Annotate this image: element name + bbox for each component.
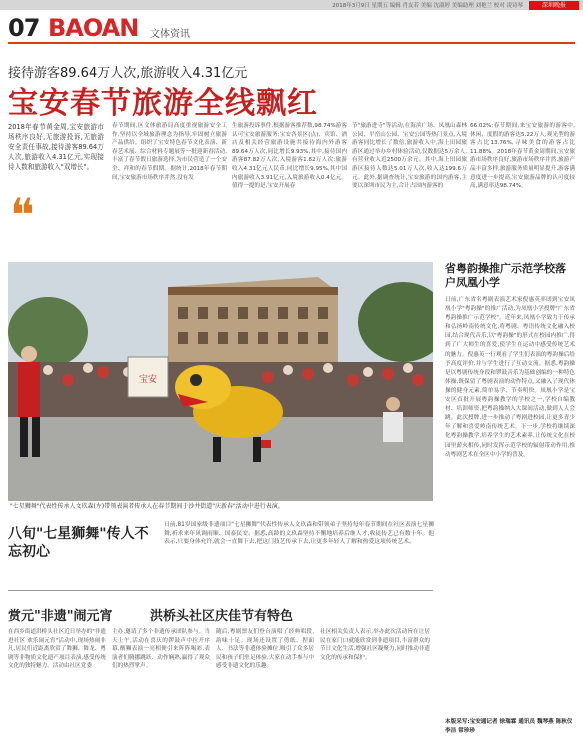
banner-text: 宝安 [138,375,158,385]
lion-dance-photo [8,262,433,502]
lead-column-4: 66.02%;春节期间,来宝安旅游的游客中,休闲、度假的游客达5.22万人,观光型的游客占比13.76%,寻味美食的游客占比11.88%。2018年春节黄金周期间,宝安旅游市场秩序良好,旅游市场秩序井然,旅游产品丰富多样,旅游服务质量明显提升,游客满意度进一步提高,宝安旅游品牌的认可度较高,满意率达98.74%。 [470,123,575,190]
story3-column-1: 在西乡街道洪桥头社区近日举办的"非遗进社区 欢乐闹元宵"活动中,现场热闹非凡,居民们近距离欣赏了舞狮、舞龙、粤剧等非物质文化遗产项目表演,感受传统文化的独特魅力。活动由社区党委 [8,629,106,670]
section-label: 文体资讯 [150,29,190,40]
lead-summary: 2018年春节黄金周,宝安旅游市场秩序良好,无旅游投诉,无旅游安全责任事故,接待游客89.64万人次,旅游收入4.31亿元,实现接待人数和旅游收入"双增长"。 [8,123,104,171]
story3-title: 赏元"非遗"闹元宵 [8,609,113,624]
issue-meta: 2018年3月9日 星期五 编辑 肖友若 美编 沈淑婷 美编助理 刘艳兰 校对 凌诗琴 [332,3,523,9]
lead-column-1: 春节期间,区文体旅游局高度重视旅游安全工作,坚持以全域旅游理念为指导,牢固树立旅游产品供给。组织了宝安特色春节文化表演、新春艺术展、综合材料专题展等一批迎新春活动,丰富了春节假日旅游选择,为市民营造了一个安全、祥和的春节假期。据统计,2018年春节期间,宝安旅游市场秩序井然,没有发 [112,123,227,181]
masthead-bar [0,0,583,10]
photo-caption: "七星狮舞"代表性传承人文玖森(左)带领表演者传承人在春节期间于沙井街道"庆新春"活动中进行表演。 [8,501,433,513]
newspaper-logo: 深圳晚报 [529,1,579,10]
story3-column-4: 社区相关负责人表示,举办此次活动旨在让居民在家门口就能欣赏到非遗项目,丰富群众的节日文化生活,增强社区凝聚力,同时推动非遗文化的传承和保护。 [320,629,430,661]
lead-headline: 宝安春节旅游全线飘红 [8,86,318,121]
story3-column-3: 随后,粤剧票友们登台演唱了经典唱段,韵味十足。现场还设置了剪纸、捏面人、书法等非遗体验摊位,吸引了众多居民和孩子们驻足体验,大家在动手参与中感受非遗文化的乐趣。 [216,629,314,670]
lead-subtitle: 接待游客89.64万人次,旅游收入4.31亿元 [8,66,248,81]
story2-title: 八旬"七星狮舞"传人不忘初心 [8,526,149,560]
sidebar-title: 省粤韵操推广示范学校落户凤凰小学 [445,262,566,289]
section-number: 07 [8,14,40,42]
section-divider [8,590,433,591]
story3-subtitle: 洪桥头社区庆佳节有特色 [150,609,294,624]
story3-column-2: 主办,邀请了多个非遗传承团队参与。当天上午,活动在喜庆的锣鼓声中拉开序幕,醒狮表演一亮相便引来阵阵喝彩,表演者们腾挪跳跃、动作娴熟,赢得了观众们的热烈掌声。 [112,629,210,670]
header-rule [8,42,575,44]
lead-column-3: 节"旅游进寺"等活动,在海滨广场、凤凰山森林公园、平峦山公园、宝安公园等热门景点,入境游客同比增长了数倍,旅游收入中,海上田园旅游区通过举办乡村体验活动,仅数据达5万余人,有营业收入近2500万余元。其中,海上田园旅游区接待人数达5.01万人次,收入达199.6万元。此外,据调查统计,宝安旅游的国内游客,主要以深圳市民为主,合计占国内游客的 [352,123,467,190]
sidebar-body: 日前,广东省名粤剧表演艺术家倪惠英率团到宝安凤凰小学"粤韵操"的推广活动,为凤凰小学授牌"广东省粤韵操推广示范学校"。近年来,凤凰小学致力于传承和弘扬岭南传统文化,将粤剧、粤语传统文化融入校园,结合现代音乐,以"粤韵操"的形式在校园内推广,得到了广大师生的喜爱,使学生在运动中感受传统艺术的魅力。倪惠英一行观看了学生们表演的粤韵操后给予高度评价,并与学生进行了互动交流。据悉,粤韵操是以粤剧传统身段和锣鼓音乐为基础创编的一种特色体操,既保留了粤剧表演的动作特点,又融入了现代体操的健身元素,简单易学、节奏明快。凤凰小学是宝安区首批开展粤韵操教学的学校之一,学校自编教材、培训师资,把粤韵操纳入大课间活动,做到人人会跳。此次授牌,进一步推动了粤剧进校园,让更多青少年了解和喜爱岭南传统艺术。下一步,学校将继续深化粤韵操教学,培养学生的艺术素养,让传统文化在校园里薪火相传,同时发挥示范学校的辐射带动作用,推动粤剧艺术在全区中小学的普及。 [445,297,575,458]
quote-mark-icon: ❝ [10,188,35,242]
lead-column-2: 生旅游投诉事件,根据游客推荐数,98.74%游客认可宝安旅游服务;宝安各景区(点)、宾馆、酒店及相关经营旅游设施共接待海内外游客89.64万人次,同比增长9.93%,其中,接待国内游客87.82万人次,入境游客1.82万人次;旅游收入4.31亿元人民币,同比增长9.95%,其中国内旅游收入3.91亿元,入境旅游收入0.4亿元。值得一提的是,宝安开展春 [232,123,347,190]
story2-body: 日前,81岁国家级非遗项目"七星狮舞"代表性传承人文玖森和带领弟子坚持每年春节期间在社区表演七星狮舞,祈求来年风调雨顺、国泰民安。据悉,高龄的文玖森坚持不懈地培养后继人才,收徒传艺已有数十年。他表示,只要身体允许,就会一直舞下去,把这门技艺传承下去,让更多年轻人了解和热爱这项传统艺术。 [164,522,434,546]
byline: 本版采写:宝安通记者 徐瑞霖 通讯员 魏琴燕 陈秋仪 李洁 常珍珍 [445,719,573,734]
section-name: BAOAN [48,14,139,42]
